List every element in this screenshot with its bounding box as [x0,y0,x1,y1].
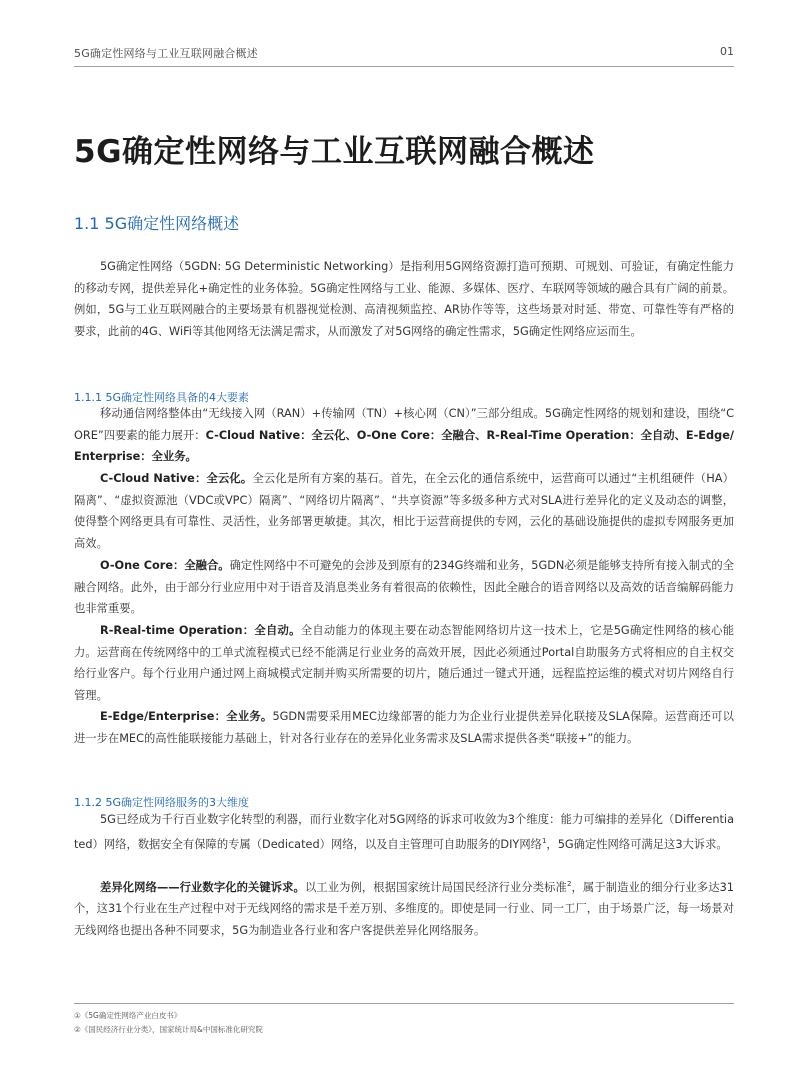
real-time-text: 全自动能力的体现主要在动态智能网络切片这一技术上，它是5G确定性网络的核心能力。运营商在传统网络中的工单式流程模式已经不能满足行业业务的高效开展，因此必须通过Portal自助服务方式将相应的自主权交给行业客户。每个行业用户通过网上商城模式定制并购买所需要的切片，随后通过一键式开通，远程监控运维的模式对切片网络自行管理。 [74,624,734,703]
differentiated-network-text: 以工业为例，根据国家统计局国民经济行业分类标准 [304,880,567,894]
one-core-text: 确定性网络中不可避免的会涉及到原有的234G终端和业务，5GDN必须是能够支持所有接入制式的全融合网络。此外，由于部分行业应用中对于语音及消息类业务有着很高的依赖性，因此全融合的语音网络以及高效的话音编解码能力也非常重要。 [74,559,734,616]
page-title: 5G确定性网络与工业互联网融合概述 [74,134,595,170]
edge-enterprise-paragraph [74,706,734,749]
cloud-native-paragraph [74,468,734,555]
footnote-divider [74,1003,734,1004]
dimensions-text: 5G已经成为千行百业数字化转型的利器，而行业数字化对5G网络的诉求可收敛为3个维度：能力可编排的差异化（Differentiated）网络，数据安全有保障的专属（Dedicated）网络，以及自主管理可自助服务的DIY网络 [74,813,734,851]
header-divider [74,66,734,67]
footnote-1-text: 《5G确定性网络产业白皮书》 [80,1011,182,1020]
edge-enterprise-bold: E-Edge/Enterprise：全业务。 [100,710,273,723]
one-core-bold: O-One Core：全融合。 [100,559,230,572]
real-time-paragraph [74,620,734,707]
one-core-paragraph [74,555,734,620]
core-overview-bold: C-Cloud Native：全云化、O-One Core：全融合、R-Real-Time Operation：全自动、E-Edge/Enterprise：全业务。 [74,428,734,464]
footnote-ref-2[interactable]: 2 [566,880,572,888]
core-overview-text: 移动通信网络整体由“无线接入网（RAN）+传输网（TN）+核心网（CN）”三部分组成。5G确定性网络的规划和建设，围绕“CORE”四要素的能力展开： [74,407,734,442]
footnote-2-text: 《国民经济行业分类》，国家统计局&中国标准化研究院 [80,1025,263,1034]
core-overview-paragraph [74,403,734,468]
dimensions-paragraph [74,809,734,855]
footnote-2-mark: ② [74,1025,81,1034]
section-heading: 1.1 5G确定性网络概述 [74,214,240,233]
dimensions-tail: ，5G确定性网络可满足这3大诉求。 [546,837,728,851]
real-time-bold: R-Real-time Operation：全自动。 [100,624,301,637]
differentiated-network-paragraph [74,874,734,942]
subsection-heading-1: 1.1.1 5G确定性网络具备的4大要素 [74,391,250,404]
cloud-native-bold: C-Cloud Native：全云化。 [100,472,253,485]
differentiated-network-tail: ，属于制造业的细分行业多达31个，这31个行业在生产过程中对于无线网络的需求是千差万别、多维度的。即使是同一行业、同一工厂，由于场景广泛，每一场景对无线网络也提出各种不同要求，5G为制造业各行业和客户客提供差异化网络服务。 [74,880,734,938]
footnote-1-mark: ① [74,1011,81,1020]
subsection-heading-2: 1.1.2 5G确定性网络服务的3大维度 [74,796,250,809]
edge-enterprise-text: 5GDN需要采用MEC边缘部署的能力为企业行业提供差异化联接及SLA保障。运营商还可以进一步在MEC的高性能联接能力基础上，针对各行业存在的差异化业务需求及SLA需求提供各类“联接+”的能力。 [74,710,734,745]
footnote-ref-1[interactable]: 1 [541,836,547,845]
footnote-1 [74,1010,181,1021]
footnote-2 [74,1024,263,1035]
intro-paragraph: 5G确定性网络（5GDN: 5G Deterministic Networking）是指利用5G网络资源打造可预期、可规划、可验证，有确定性能力的移动专网，提供差异化+确定性的业务体验。5G确定性网络与工业、能源、多媒体、医疗、车联网等领域的融合具有广阔的前景。例如，5G与工业互联网融合的主要场景有机器视觉检测、高清视频监控、AR协作等等，这些场景对时延、带宽、可靠性等有严格的要求，此前的4G、WiFi等其他网络无法满足需求，从而激发了对5G网络的确定性需求，5G确定性网络应运而生。 [74,260,734,339]
differentiated-network-bold: 差异化网络——行业数字化的关键诉求。 [100,880,305,894]
page-number: 01 [720,45,734,58]
cloud-native-text: 全云化是所有方案的基石。首先，在全云化的通信系统中，运营商可以通过“主机组硬件（HA）隔离”、“虚拟资源池（VDC或VPC）隔离”、“网络切片隔离”、“共享资源”等多级多种方式对SLA进行差异化的定义及动态的调整，使得整个网络更具有可靠性、灵活性，业务部署更敏捷。其次，相比于运营商提供的专网，云化的基础设施提供的虚拟专网服务更加高效。 [74,472,734,551]
running-header-title: 5G确定性网络与工业互联网融合概述 [74,47,258,60]
